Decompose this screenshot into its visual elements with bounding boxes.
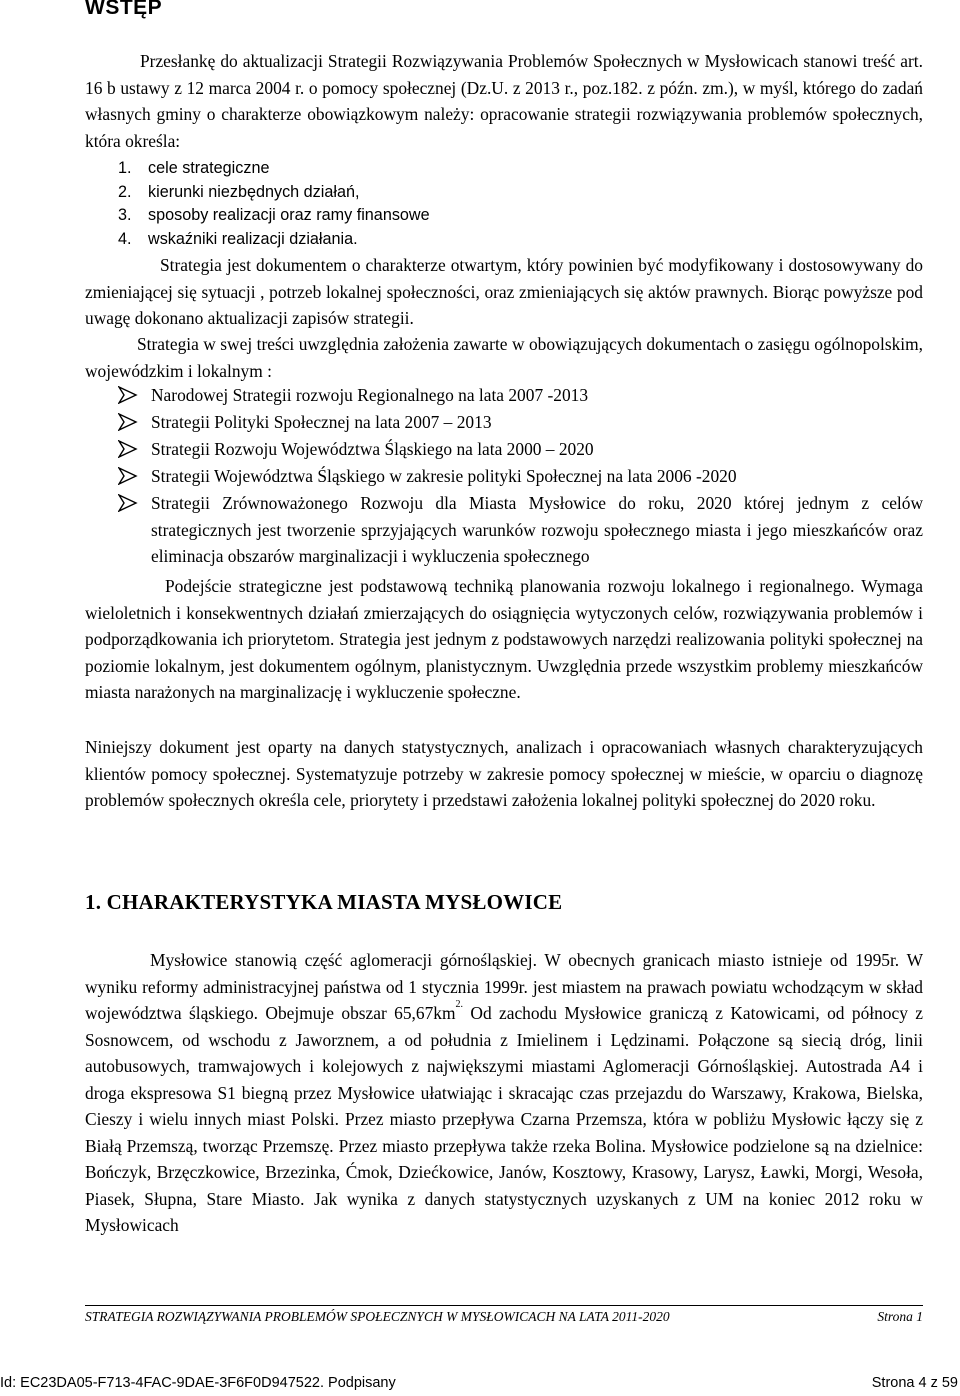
list-item bbox=[118, 490, 923, 570]
arrow-bullet-icon bbox=[118, 413, 138, 431]
page-counter: Strona 4 z 59 bbox=[871, 1375, 958, 1391]
intro-p5-text: Niniejszy dokument jest oparty na danych statystycznych, analizach i opracowaniach własnych charakteryzujących klientów pomocy społecznej. Systematyzuje potrzeby w zakresie pomocy społecznej w mieście, w oparciu o diagnozę problemów społecznych określa cele, priorytety i przedstawi założenia lokalnej polityki społecznej do 2020 roku. bbox=[85, 737, 923, 810]
list-text: wskaźniki realizacji działania. bbox=[148, 229, 358, 248]
intro-p1-text: Przesłankę do aktualizacji Strategii Rozwiązywania Problemów Społecznych w Mysłowicach stanowi treść art. 16 b ustawy z 12 marca 2004 r. o pomocy społecznej (Dz.U. z 2013 r., poz.182. z późn. zm.), w myśl, którego do zadań własnych gminy o charakterze obowiązkowym należy: opracowanie strategii rozwiązywania problemów społecznych, która określa: bbox=[85, 51, 923, 151]
document-id: Id: EC23DA05-F713-4FAC-9DAE-3F6F0D947522. Podpisany bbox=[0, 1375, 396, 1391]
section1-text-b: Od zachodu Mysłowice graniczą z Katowicami, od północy z Sosnowcem, od wschodu z Jaworznem, a od południa z Imielinem i Lędzinami. Połączone są siecią dróg, linii autobusowych, tramwajowych i kolejowych z największymi miastami Aglomeracji Górnośląskiej. Autostrada A4 i droga ekspresowa S1 biegną przez Mysłowice ułatwiając i skracając czas przejazdu do Warszawy, Krakowa, Bielska, Cieszy i wielu innych miast Polski. Przez miasto przepływa Czarna Przemsza, która w pobliżu Mysłowic łączy się z Białą Przemszą, tworząc Przemszę. Przez miasto przepływa także rzeka Bolina. Mysłowice podzielone są na dzielnice: Bończyk, Brzęczkowice, Brzezinka, Ćmok, Dziećkowice, Janów, Kosztowy, Krasowy, Larysz, Ławki, Morgi, Wesoła, Piasek, Słupna, Stare Miasto. Jak wynika z danych statystycznych uzyskanych z UM na koniec 2012 roku w Mysłowicach bbox=[85, 1003, 923, 1235]
arrow-bullet-icon bbox=[118, 386, 138, 404]
bullet-text: Strategii Polityki Społecznej na lata 2007 – 2013 bbox=[151, 412, 492, 432]
intro-p3-text: Strategia w swej treści uwzględnia założenia zawarte w obowiązujących dokumentach o zasięgu ogólnopolskim, wojewódzkim i lokalnym : bbox=[85, 334, 923, 381]
superscript: 2. bbox=[455, 999, 463, 1010]
list-num: 3. bbox=[118, 206, 132, 224]
list-num: 2. bbox=[118, 182, 132, 201]
intro-paragraph-4 bbox=[85, 573, 923, 706]
numbered-list bbox=[118, 157, 430, 251]
section1-text-a: Mysłowice stanowią część aglomeracji górnośląskiej. W obecnych granicach miasto istnieje od 1995r. W wyniku reformy administracyjnej państwa od 1 stycznia 1999r. jest miastem na prawach powiatu wchodzącym w skład województwa śląskiego. Obejmuje obszar 65,67km bbox=[85, 950, 923, 1023]
list-item bbox=[118, 409, 923, 436]
list-item bbox=[118, 463, 923, 490]
signature-bar bbox=[0, 1375, 958, 1391]
bullet-text: Narodowej Strategii rozwoju Regionalnego na lata 2007 -2013 bbox=[151, 385, 589, 405]
footer-page-number: Strona 1 bbox=[877, 1309, 923, 1324]
intro-paragraph-2 bbox=[85, 252, 923, 332]
arrow-bullet-icon bbox=[118, 440, 138, 458]
list-item bbox=[118, 204, 430, 228]
list-text: cele strategiczne bbox=[148, 159, 270, 177]
arrow-bullet-icon bbox=[118, 467, 138, 485]
intro-paragraph-3 bbox=[85, 331, 923, 384]
page-footer bbox=[85, 1309, 923, 1325]
list-item bbox=[118, 181, 430, 205]
heading-wstep: WSTĘP bbox=[85, 0, 163, 19]
list-item bbox=[118, 228, 430, 252]
list-text: kierunki niezbędnych działań, bbox=[148, 182, 360, 201]
list-text: sposoby realizacji oraz ramy finansowe bbox=[148, 206, 430, 224]
intro-paragraph-1 bbox=[85, 48, 923, 154]
list-item bbox=[118, 157, 430, 181]
list-num: 1. bbox=[118, 159, 132, 177]
strategy-documents-list bbox=[118, 382, 923, 570]
intro-p4-text: Podejście strategiczne jest podstawową techniką planowania rozwoju lokalnego i regionalnego. Wymaga wieloletnich i konsekwentnych działań zmierzających do osiągnięcia wytyczonych celów, rozwiązywania problemów i podporządkowania ich priorytetom. Strategia jest jednym z podstawowych narzędzi realizowania polityki społecznej na poziomie lokalnym, jest dokumentem ogólnym, planistycznym. Uwzględnia przede wszystkim problemy mieszkańców miasta narażonych na marginalizację i wykluczenie społeczne. bbox=[85, 576, 923, 702]
bullet-text: Strategii Zrównoważonego Rozwoju dla Miasta Mysłowice do roku, 2020 której jednym z celów strategicznych jest tworzenie sprzyjających warunków rozwoju społecznego miasta i jego mieszkańców oraz eliminacja obszarów marginalizacji i wykluczenia społecznego bbox=[151, 493, 923, 566]
intro-paragraph-5 bbox=[85, 734, 923, 814]
list-item bbox=[118, 382, 923, 409]
bullet-text: Strategii Województwa Śląskiego w zakresie polityki Społecznej na lata 2006 -2020 bbox=[151, 466, 737, 486]
footer-title: STRATEGIA ROZWIĄZYWANIA PROBLEMÓW SPOŁECZNYCH W MYSŁOWICACH NA LATA 2011-2020 bbox=[85, 1309, 670, 1324]
section-title: 1. CHARAKTERYSTYKA MIASTA MYSŁOWICE bbox=[85, 890, 563, 914]
bullet-text: Strategii Rozwoju Województwa Śląskiego na lata 2000 – 2020 bbox=[151, 439, 594, 459]
section1-paragraph bbox=[85, 947, 923, 1239]
list-num: 4. bbox=[118, 229, 132, 248]
intro-p2-text: Strategia jest dokumentem o charakterze otwartym, który powinien być modyfikowany i dostosowywany do zmieniającej się sytuacji , potrzeb lokalnej społeczności, oraz zmieniających się aktów prawnych. Biorąc powyższe pod uwagę dokonano aktualizacji zapisów strategii. bbox=[85, 255, 923, 328]
list-item bbox=[118, 436, 923, 463]
footer-rule bbox=[85, 1305, 923, 1306]
arrow-bullet-icon bbox=[118, 494, 138, 512]
